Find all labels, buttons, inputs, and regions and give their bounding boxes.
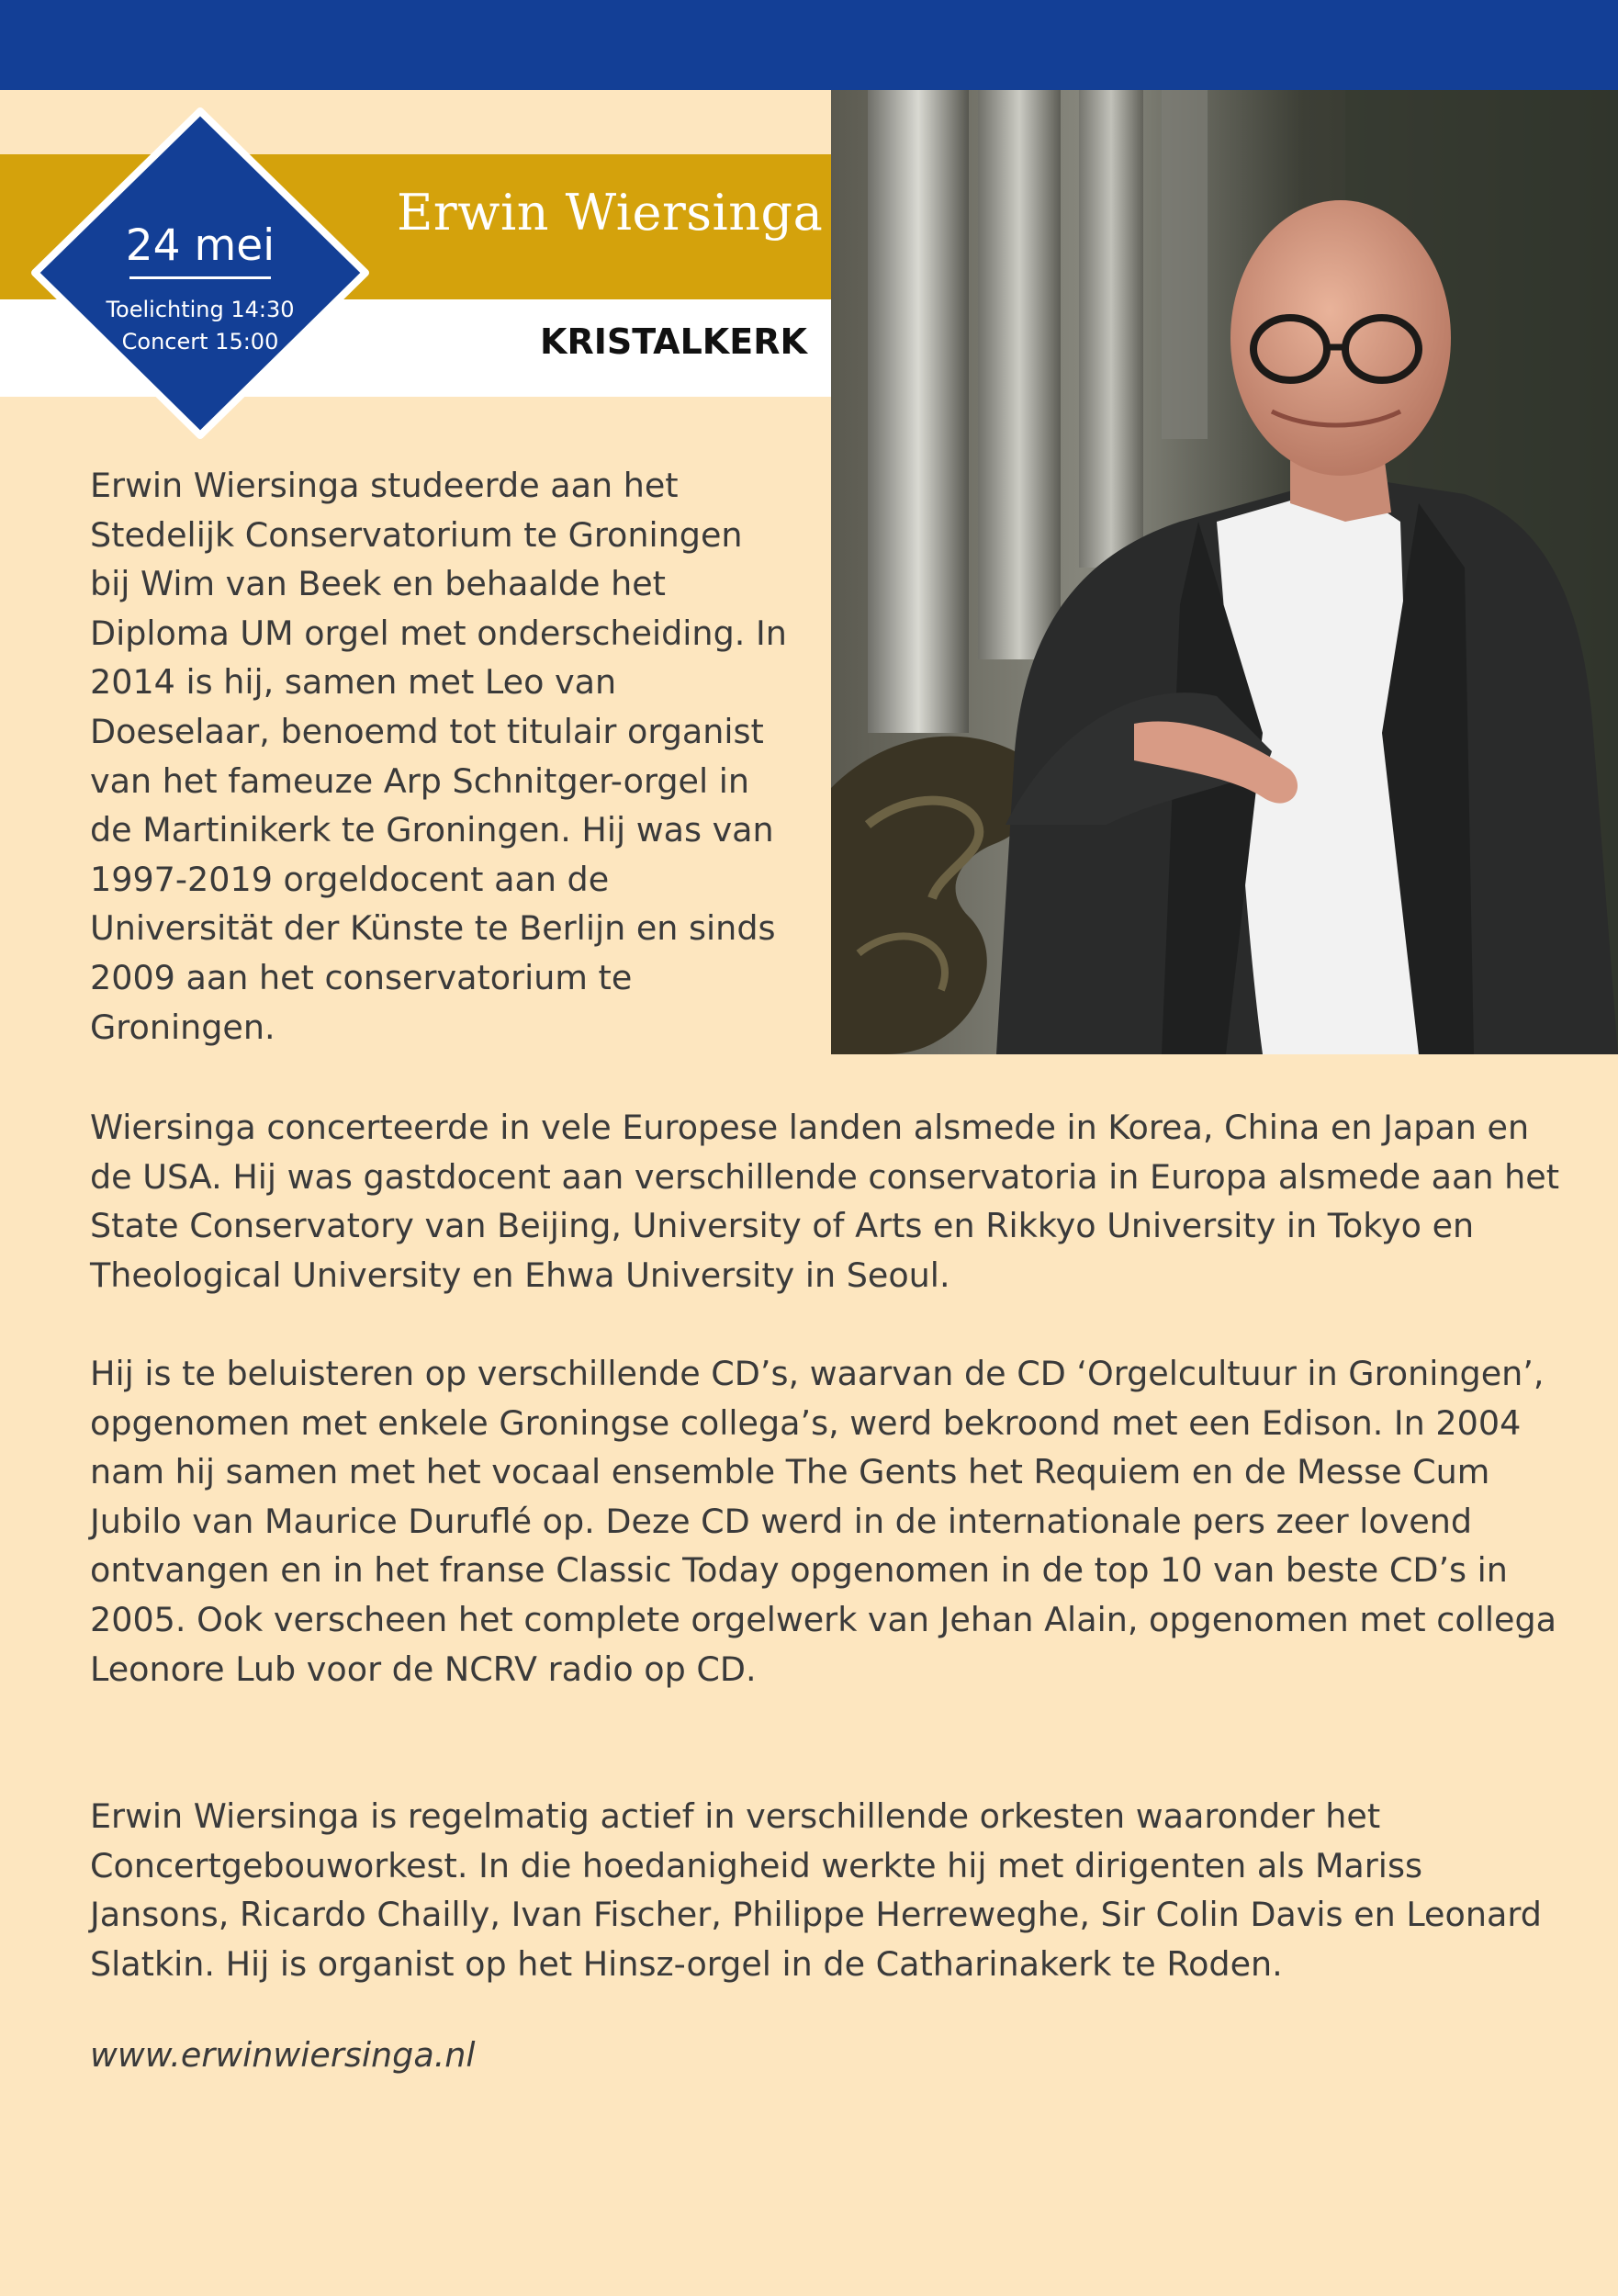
top-bar <box>0 0 1618 90</box>
toelichting-time: Toelichting 14:30 <box>106 297 295 322</box>
website-link[interactable]: www.erwinwiersinga.nl <box>90 2035 476 2075</box>
bio-intro-paragraph: Erwin Wiersinga studeerde aan het Stedelijk Conservatorium te Groningen bij Wim van Beek en behaalde het Diploma UM orgel met onderscheiding. In 2014 is hij, samen met Leo van Doeselaar, benoemd tot titulair organist van het fameuze Arp Schnitger-orgel in de Martinikerk te Groningen. Hij was van 1997-2019 orgeldocent aan de Universität der Künste te Berlijn en sinds 2009 aan het conservatorium te Groningen. <box>90 466 787 1047</box>
performer-name: Erwin Wiersinga <box>397 184 824 242</box>
bio-paragraph-3: Hij is te beluisteren op verschillende CD’s, waarvan de CD ‘Orgelcultuur in Groningen’, opgenomen met enkele Groningse collega’s, werd bekroond met een Edison. In 2004 nam hij samen met het vocaal ensemble The Gents het Requiem en de Messe Cum Jubilo van Maurice Duruflé op. Deze CD werd in de internationale pers zeer lovend ontvangen en in het franse Classic Today opgenomen in de top 10 van beste CD’s in 2005. Ook verscheen het complete orgelwerk van Jehan Alain, opgenomen met collega Leonore Lub voor de NCRV radio op CD. <box>90 1354 1556 1689</box>
event-date: 24 mei <box>125 220 275 271</box>
date-badge <box>28 106 373 441</box>
bio-paragraph-2: Wiersinga concerteerde in vele Europese landen alsmede in Korea, China en Japan en de USA. Hij was gastdocent aan verschillende conservatoria in Europa alsmede aan het State Conservatory van Beijing, University of Arts en Rikkyo University in Tokyo en Theological University en Ehwa University in Seoul. <box>90 1108 1560 1295</box>
portrait-photo <box>831 90 1618 1054</box>
bio-paragraph-4: Erwin Wiersinga is regelmatig actief in verschillende orkesten waaronder het Concertgebouworkest. In die hoedanigheid werkte hij met dirigenten als Mariss Jansons, Ricardo Chailly, Ivan Fischer, Philippe Herreweghe, Sir Colin Davis en Leonard Slatkin. Hij is organist op het Hinsz-orgel in de Catharinakerk te Roden. <box>90 1796 1542 1984</box>
venue-name: KRISTALKERK <box>540 321 807 362</box>
date-divider <box>129 276 271 279</box>
concert-time: Concert 15:00 <box>121 329 279 355</box>
